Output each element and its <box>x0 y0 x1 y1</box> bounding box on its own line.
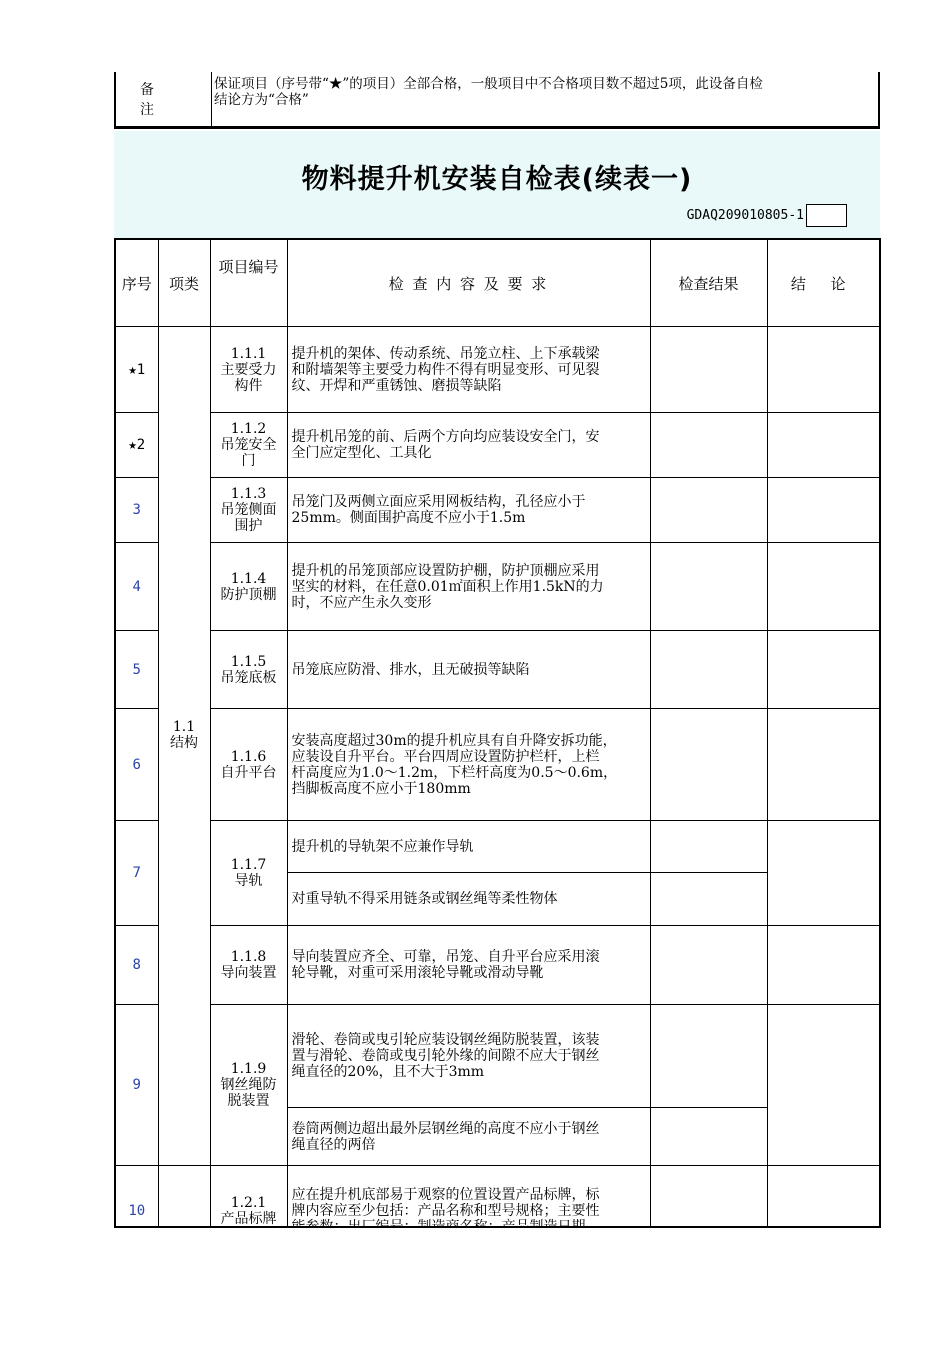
result-cell[interactable] <box>650 543 767 631</box>
conclusion-cell[interactable] <box>767 478 880 543</box>
item-code: 1.2.1 产品标牌 <box>210 1166 287 1256</box>
item-content: 提升机的吊笼顶部应设置防护棚，防护顶棚应采用 坚实的材料，在任意0.01㎡面积上作用1.5kN的力 时，不应产生永久变形 <box>287 543 650 631</box>
remarks-block <box>114 72 880 129</box>
result-cell[interactable] <box>650 926 767 1005</box>
page-cut <box>0 1228 950 1348</box>
conclusion-cell[interactable] <box>767 1005 880 1166</box>
item-code: 1.1.9 钢丝绳防 脱装置 <box>210 1005 287 1166</box>
item-content: 吊笼底应防滑、排水，且无破损等缺陷 <box>287 631 650 709</box>
conclusion-cell[interactable] <box>767 926 880 1005</box>
form-code: GDAQ209010805-1 <box>686 208 804 223</box>
conclusion-cell[interactable] <box>767 631 880 709</box>
seq-cell: 5 <box>115 631 158 709</box>
header-item-no: 项目编号 <box>210 239 287 327</box>
seq-cell: ★2 <box>115 413 158 478</box>
seq-cell: ★1 <box>115 327 158 413</box>
table-row <box>115 327 880 413</box>
result-cell[interactable] <box>650 631 767 709</box>
result-cell[interactable] <box>650 478 767 543</box>
item-code: 1.1.2 吊笼安全 门 <box>210 413 287 478</box>
table-row <box>115 543 880 631</box>
item-content: 卷筒两侧边超出最外层钢丝绳的高度不应小于钢丝 绳直径的两倍 <box>287 1108 650 1166</box>
table-row <box>115 709 880 821</box>
result-cell[interactable] <box>650 1005 767 1108</box>
seq-cell: 9 <box>115 1005 158 1166</box>
table-row <box>115 631 880 709</box>
table-row <box>115 478 880 543</box>
header-conclusion: 结 论 <box>767 239 880 327</box>
conclusion-cell[interactable] <box>767 413 880 478</box>
conclusion-cell[interactable] <box>767 543 880 631</box>
form-code-suffix-box[interactable] <box>806 204 847 227</box>
item-content: 应在提升机底部易于观察的位置设置产品标牌，标 牌内容应至少包括：产品名称和型号规格；主要性 <box>287 1166 650 1256</box>
header-content: 检 查 内 容 及 要 求 <box>287 239 650 327</box>
item-content: 导向装置应齐全、可靠，吊笼、自升平台应采用滚 轮导靴，对重可采用滚轮导靴或滑动导靴 <box>287 926 650 1005</box>
item-content: 滑轮、卷筒或曳引轮应装设钢丝绳防脱装置，该装 置与滑轮、卷筒或曳引轮外缘的间隙不应大于钢丝 绳直径的20%，且不大于3mm <box>287 1005 650 1108</box>
header-row <box>115 239 880 327</box>
item-code: 1.1.8 导向装置 <box>210 926 287 1005</box>
page-title: 物料提升机安装自检表(续表一) <box>301 164 693 195</box>
seq-cell: 3 <box>115 478 158 543</box>
remarks-text: 保证项目（序号带“★”的项目）全部合格，一般项目中不合格项目数不超过5项，此设备自检 结论方为“合格” <box>214 76 763 108</box>
item-content: 对重导轨不得采用链条或钢丝绳等柔性物体 <box>287 873 650 926</box>
seq-cell: 4 <box>115 543 158 631</box>
header-seq: 序号 <box>115 239 158 327</box>
item-content: 安装高度超过30m的提升机应具有自升降安拆功能， 应装设自升平台。平台四周应设置防护栏杆，上栏 杆高度应为1.0～1.2m，下栏杆高度为0.5～0.6m， 挡脚板高度不应小于180mm <box>287 709 650 821</box>
seq-cell: 6 <box>115 709 158 821</box>
title-band <box>114 131 880 238</box>
conclusion-cell[interactable] <box>767 821 880 926</box>
seq-cell: 7 <box>115 821 158 926</box>
table-row <box>115 926 880 1005</box>
inspection-table <box>114 238 881 1256</box>
result-cell[interactable] <box>650 1108 767 1166</box>
header-result: 检查结果 <box>650 239 767 327</box>
item-content: 提升机的架体、传动系统、吊笼立柱、上下承载梁 和附墙架等主要受力构件不得有明显变形、可见裂 纹、开焊和严重锈蚀、磨损等缺陷 <box>287 327 650 413</box>
remarks-label: 备注 <box>116 72 212 126</box>
item-code: 1.1.5 吊笼底板 <box>210 631 287 709</box>
table-row <box>115 413 880 478</box>
item-content: 提升机的导轨架不应兼作导轨 <box>287 821 650 873</box>
seq-cell: 10 <box>115 1166 158 1256</box>
item-code: 1.1.7 导轨 <box>210 821 287 926</box>
table-row <box>115 1005 880 1108</box>
item-code: 1.1.3 吊笼侧面 围护 <box>210 478 287 543</box>
category-structure: 1.1 结构 <box>158 327 210 1166</box>
item-code: 1.1.6 自升平台 <box>210 709 287 821</box>
item-code: 1.1.4 防护顶棚 <box>210 543 287 631</box>
item-content: 吊笼门及两侧立面应采用网板结构，孔径应小于 25mm。侧面围护高度不应小于1.5m <box>287 478 650 543</box>
item-code: 1.1.1 主要受力 构件 <box>210 327 287 413</box>
result-cell[interactable] <box>650 709 767 821</box>
seq-cell: 8 <box>115 926 158 1005</box>
result-cell[interactable] <box>650 873 767 926</box>
result-cell[interactable] <box>650 821 767 873</box>
table-row <box>115 821 880 873</box>
result-cell[interactable] <box>650 327 767 413</box>
conclusion-cell[interactable] <box>767 709 880 821</box>
header-category: 项类 <box>158 239 210 327</box>
item-content: 提升机吊笼的前、后两个方向均应装设安全门，安 全门应定型化、工具化 <box>287 413 650 478</box>
conclusion-cell[interactable] <box>767 327 880 413</box>
table-bottom-border <box>114 1226 881 1228</box>
result-cell[interactable] <box>650 413 767 478</box>
